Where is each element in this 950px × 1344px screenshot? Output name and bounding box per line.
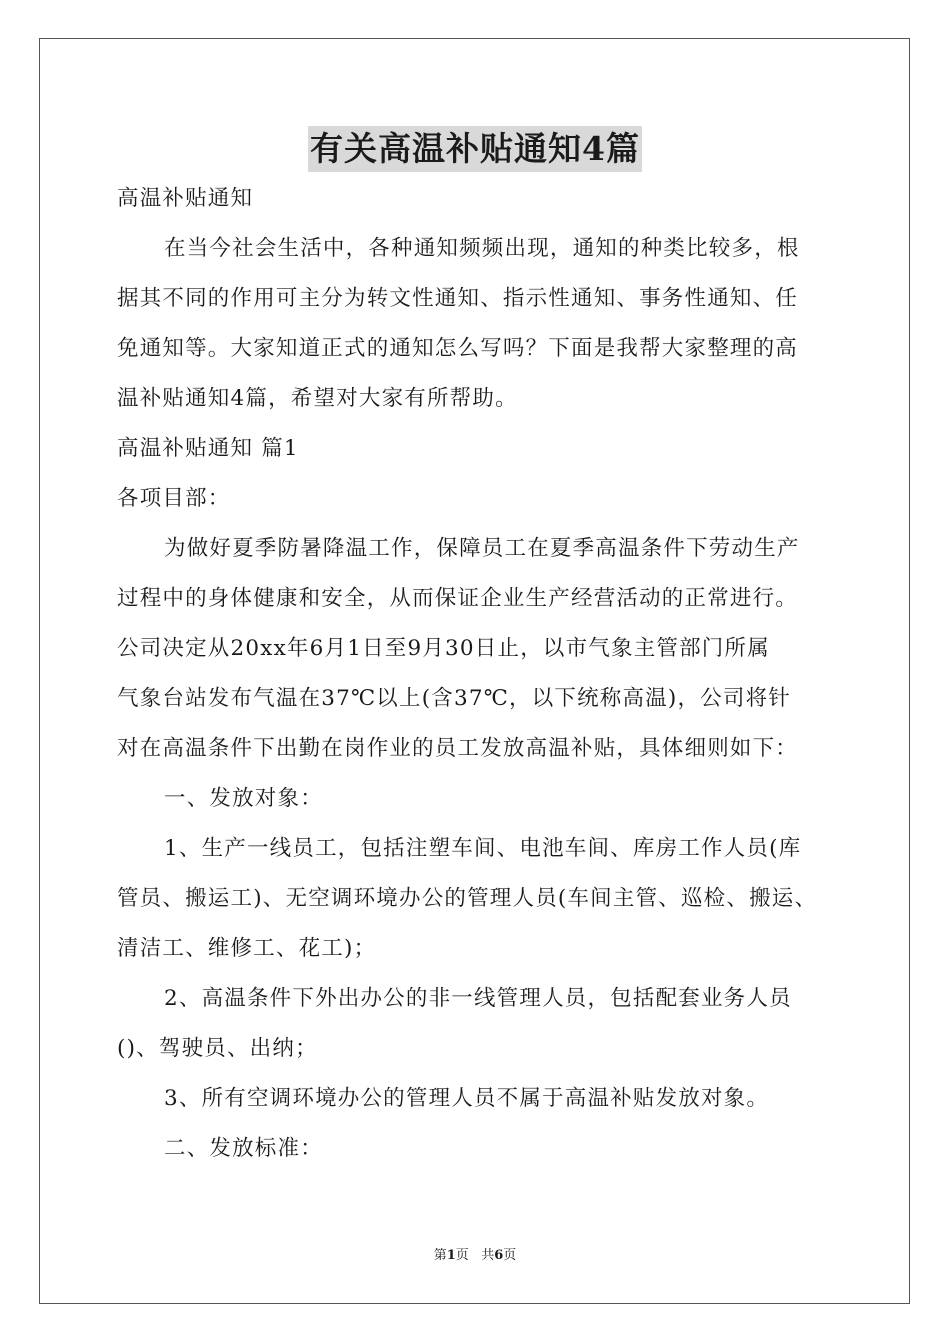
list-item-line: ()、驾驶员、出纳；: [117, 1036, 318, 1061]
notice-heading: 高温补贴通知 篇1: [117, 436, 299, 461]
title-container: [0, 126, 950, 172]
page-unit: 页: [455, 1248, 469, 1263]
list-item-line: 1、生产一线员工，包括注塑车间、电池车间、库房工作人员(库: [164, 836, 802, 861]
paragraph-line: 在当今社会生活中，各种通知频频出现，通知的种类比较多，根: [164, 236, 800, 261]
list-heading: 一、发放对象：: [164, 786, 323, 811]
paragraph-line: 公司决定从20xx年6月1日至9月30日止，以市气象主管部门所属: [117, 636, 770, 661]
salutation: 各项目部：: [117, 486, 231, 511]
list-item-line: 3、所有空调环境办公的管理人员不属于高温补贴发放对象。: [164, 1086, 770, 1111]
list-heading: 二、发放标准：: [164, 1136, 323, 1161]
paragraph-line: 过程中的身体健康和安全，从而保证企业生产经营活动的正常进行。: [117, 586, 799, 611]
total-prefix: 共: [481, 1248, 495, 1263]
document-title: 有关高温补贴通知4篇: [308, 126, 642, 172]
paragraph-line: 为做好夏季防暑降温工作，保障员工在夏季高温条件下劳动生产: [164, 536, 800, 561]
paragraph-line: 温补贴通知4篇，希望对大家有所帮助。: [117, 386, 518, 411]
page-total: 6: [494, 1248, 504, 1263]
paragraph-line: 气象台站发布气温在37℃以上(含37℃，以下统称高温)，公司将针: [117, 686, 791, 711]
page-current: 1: [446, 1248, 456, 1263]
paragraph-line: 据其不同的作用可主分为转文性通知、指示性通知、事务性通知、任: [117, 286, 799, 311]
list-item-line: 管员、搬运工)、无空调环境办公的管理人员(车间主管、巡检、搬运、: [117, 886, 818, 911]
page-border: [39, 38, 910, 1304]
paragraph-line: 免通知等。大家知道正式的通知怎么写吗？下面是我帮大家整理的高: [117, 336, 799, 361]
list-item-line: 清洁工、维修工、花工)；: [117, 936, 377, 961]
page-prefix: 第: [433, 1248, 447, 1263]
total-unit: 页: [503, 1248, 517, 1263]
paragraph-line: 对在高温条件下出勤在岗作业的员工发放高温补贴，具体细则如下：: [117, 736, 799, 761]
page-footer: [0, 1247, 950, 1265]
list-item-line: 2、高温条件下外出办公的非一线管理人员，包括配套业务人员: [164, 986, 792, 1011]
section-heading: 高温补贴通知: [117, 186, 254, 211]
